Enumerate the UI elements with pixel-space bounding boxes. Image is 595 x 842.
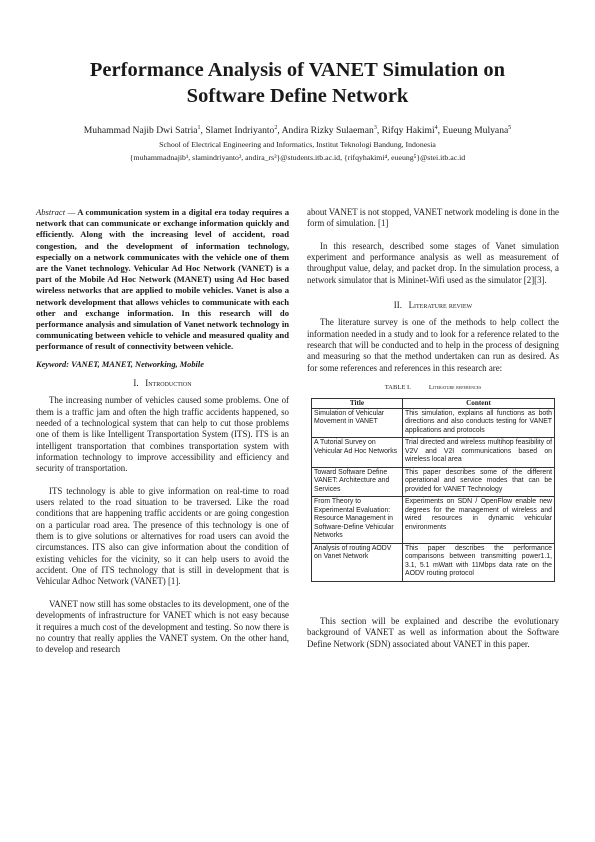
literature-paragraph: The literature survey is one of the methods to help collect the information needed in a study and to look for a reference related to the research that will be conducted and to help in the process of designing and measuring so that the method undertaken can run as desired. As for some references and references in this research are:: [307, 317, 559, 373]
section-heading-literature: [307, 300, 559, 311]
abstract-text: A communication system in a digital era today requires a network that can communicate or exchange information quickly and efficiently. Along with the increasing level of accident, road congestion, and the development of information technology, especially on a network communicates with the vehicle one of them are the Vanet technology. Vehicular Ad Hoc Network (VANET) is a part of the Mobile Ad Hoc Network (MANET) using Ad Hoc based wireless networks that are applied to mobile vehicles. Vanet is also a network development that allows vehicles to communicate with each other and exchange information. In this research will do performance analysis and simulation of Vanet network technology in communicating between vehicle to vehicle and measured quality and performance of result of connectivity between vehicle.: [36, 207, 289, 352]
section-title: Introduction: [145, 377, 192, 388]
table-cell-content: Trial directed and wireless multihop feasibility of V2V and V2I communications based on wireless local area: [403, 438, 555, 468]
author-emails: {muhammadnajib¹, slamindriyanto², andira_rs³}@students.itb.ac.id, {rifqyhakimi⁴, eueung⁵}@stei.itb.ac.id: [129, 153, 466, 162]
intro-paragraph-1: The increasing number of vehicles caused some problems. One of them is a traffic jam and often the high traffic accidents happened, so needed of a technological system that can help to cut those problems one of them is like Intelligent Transportation System (ITS). ITS is an intelligent transportation that combines transportation system with information technology to improve accessibility and efficiency and security of transportation.: [36, 395, 289, 474]
title-line-1: Performance Analysis of VANET Simulation on: [89, 59, 506, 81]
author-list: Muhammad Najib Dwi Satria$^1$, Slamet Indriyanto$^2$, Andira Rizky Sulaeman$^3$, Rifqy Hakimi$^4$, Eueung Mulyana$^5$: [83, 124, 512, 136]
table-title: Literature references: [428, 384, 482, 392]
table-cell-title: A Tutorial Survey on Vehicular Ad Hoc Networks: [312, 438, 403, 468]
table-cell-content: This paper describes some of the different operational and service modes that can be provided for VANET Technology: [403, 467, 555, 497]
table-row: [312, 543, 555, 581]
intro-paragraph-3: VANET now still has some obstacles to its development, one of the developments of infrastructure for VANET which is not easy because it requires a much cost of the development and testing. So now there is no country that really applies the VANET system. On the other hand, to develop and research: [36, 598, 289, 655]
intro-paragraph-2: ITS technology is able to give information on real-time to road users related to the road situation to be traversed. Like the road conditions that are happening traffic accidents or are going congestion on a particular road area. The presence of this technology is one of them is to give solutions or alternatives for road users can avoid the circumstances. ITS also can give information about the condition of existing vehicles for the vicinity, so it can help users to avoid the accident. One of ITS technology that is still in development that is Vehicular Adhoc Network (VANET) [1].: [36, 485, 289, 587]
keywords: Keyword: VANET, MANET, Networking, Mobile: [36, 359, 204, 369]
author-mark: 5: [508, 124, 512, 131]
table-header-title: Title: [312, 399, 403, 409]
author-name: Rifqy Hakimi: [381, 125, 435, 136]
table-cell-content: This paper describes the performance comparisons between transmitting power1.1, 3.1, 5.1 mWatt with 11Mbps data rate on the AODV routing protocol: [403, 543, 555, 581]
table-header-content: Content: [403, 399, 555, 409]
title-line-2: Software Define Network: [186, 85, 409, 107]
author-name: Muhammad Najib Dwi Satria: [83, 125, 198, 136]
author-mark: 3: [373, 124, 377, 131]
table-cell-title: From Theory to Experimental Evaluation: Resource Management in Software-Define Vehicular Networks: [312, 497, 403, 544]
intro-paragraph-5: In this research, described some stages of Vanet simulation experiment and performance analysis as well as measurement of throughput value, delay, and packet drop. In the simulation process, a network simulator that is Mininet-Wifi used as the simulator [2][3].: [307, 240, 559, 285]
intro-paragraph-4: about VANET is not stopped, VANET network modeling is done in the form of simulation. [1]: [307, 207, 559, 229]
table-header-row: [312, 399, 555, 409]
table-cell-content: This simulation, explains all functions as both directions and also conducts testing for VANET applications and protocols: [403, 408, 555, 438]
author-mark: 1: [197, 124, 201, 131]
section-title: Literature review: [408, 300, 473, 311]
author-name: Eueung Mulyana: [442, 125, 509, 136]
section-number: II.: [393, 300, 402, 311]
table-row: [312, 467, 555, 497]
affiliation: School of Electrical Engineering and Informatics, Institut Teknologi Bandung, Indonesia: [159, 140, 436, 149]
table-row: [312, 408, 555, 438]
table-row: [312, 438, 555, 468]
left-column: [36, 207, 289, 656]
table-cell-title: Simulation of Vehicular Movement in VANET: [312, 408, 403, 438]
table-caption: [307, 382, 559, 393]
literature-table: [311, 398, 555, 582]
right-column: [307, 207, 559, 650]
section-number: I.: [133, 377, 139, 388]
author-mark: 2: [274, 124, 278, 131]
author-name: Andira Rizky Sulaeman: [281, 125, 374, 136]
abstract: [36, 207, 289, 353]
closing-paragraph: This section will be explained and describe the evolutionary background of VANET as well as information about the Software Define Network (SDN) associated about VANET in this paper.: [307, 615, 559, 649]
author-name: Slamet Indriyanto: [205, 125, 275, 136]
table-cell-title: Analysis of routing AODV on Vanet Network: [312, 543, 403, 581]
table-row: [312, 497, 555, 544]
section-heading-introduction: [36, 378, 289, 389]
table-cell-content: Experiments on SDN / OpenFlow enable new degrees for the management of wireless and wired resources in dynamic vehicular environments: [403, 497, 555, 544]
table-cell-title: Toward Software Define VANET: Architecture and Services: [312, 467, 403, 497]
table-label: TABLE I.: [384, 384, 411, 392]
abstract-label: Abstract —: [36, 207, 76, 217]
author-mark: 4: [434, 124, 438, 131]
paper-title: [30, 57, 565, 109]
